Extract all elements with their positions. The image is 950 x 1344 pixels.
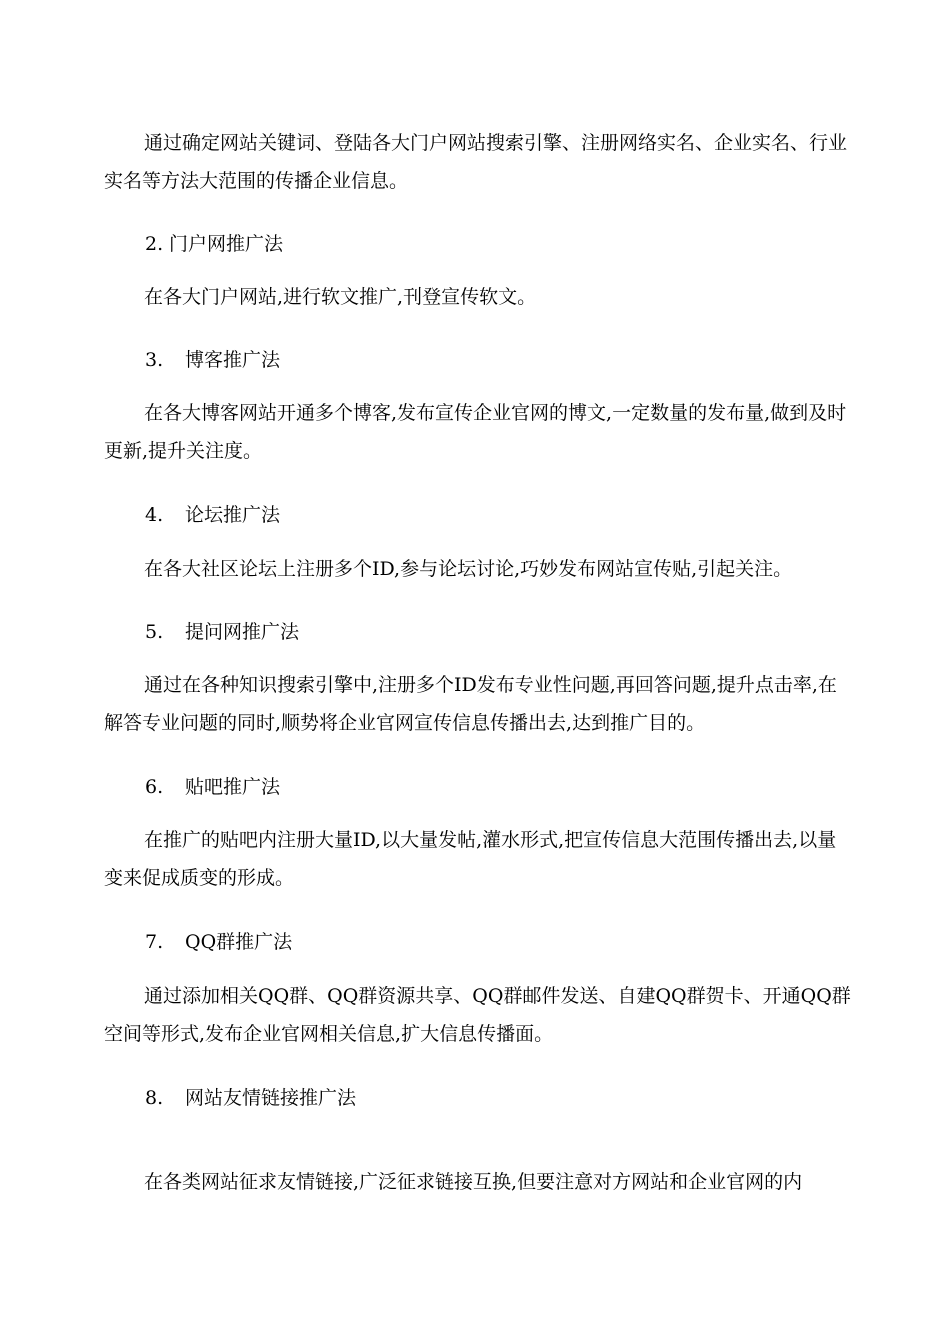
paragraph-friend-links: 在各类网站征求友情链接,广泛征求链接互换,但要注意对方网站和企业官网的内 xyxy=(144,1171,803,1193)
paragraph-forum: 在各大社区论坛上注册多个ID,参与论坛讨论,巧妙发布网站宣传贴,引起关注。 xyxy=(144,558,793,580)
paragraph-blog: 在各大博客网站开通多个博客,发布宣传企业官网的博文,一定数量的发布量,做到及时更新,提升关注度。 xyxy=(104,402,847,462)
heading-number: 5. xyxy=(145,621,164,643)
heading-blog xyxy=(145,348,280,372)
heading-friend-links xyxy=(145,1086,356,1110)
heading-portal xyxy=(145,232,283,256)
heading-text: 论坛推广法 xyxy=(185,504,281,526)
paragraph-search-engine: 通过确定网站关键词、登陆各大门户网站搜索引擎、注册网络实名、企业实名、行业实名等方法大范围的传播企业信息。 xyxy=(104,132,848,192)
heading-text: 门户网推广法 xyxy=(169,233,284,255)
heading-qa xyxy=(145,620,299,644)
heading-text: QQ群推广法 xyxy=(185,931,293,953)
heading-text: 贴吧推广法 xyxy=(185,776,281,798)
heading-number: 2. xyxy=(145,233,164,255)
heading-text: 博客推广法 xyxy=(185,349,281,371)
heading-number: 7. xyxy=(145,931,164,953)
paragraph-qa: 通过在各种知识搜索引擎中,注册多个ID发布专业性问题,再回答问题,提升点击率,在解答专业问题的同时,顺势将企业官网宣传信息传播出去,达到推广目的。 xyxy=(104,674,837,734)
heading-tieba xyxy=(145,775,280,799)
heading-number: 4. xyxy=(145,504,164,526)
heading-number: 8. xyxy=(145,1087,164,1109)
paragraph-tieba: 在推广的贴吧内注册大量ID,以大量发帖,灌水形式,把宣传信息大范围传播出去,以量变来促成质变的形成。 xyxy=(104,829,837,889)
paragraph-qq-group: 通过添加相关QQ群、QQ群资源共享、QQ群邮件发送、自建QQ群贺卡、开通QQ群空间等形式,发布企业官网相关信息,扩大信息传播面。 xyxy=(104,985,851,1045)
paragraph-portal: 在各大门户网站,进行软文推广,刊登宣传软文。 xyxy=(144,286,537,308)
heading-number: 6. xyxy=(145,776,164,798)
heading-forum xyxy=(145,503,280,527)
heading-qq-group xyxy=(145,930,292,954)
heading-text: 网站友情链接推广法 xyxy=(185,1087,357,1109)
heading-number: 3. xyxy=(145,349,164,371)
heading-text: 提问网推广法 xyxy=(185,621,300,643)
